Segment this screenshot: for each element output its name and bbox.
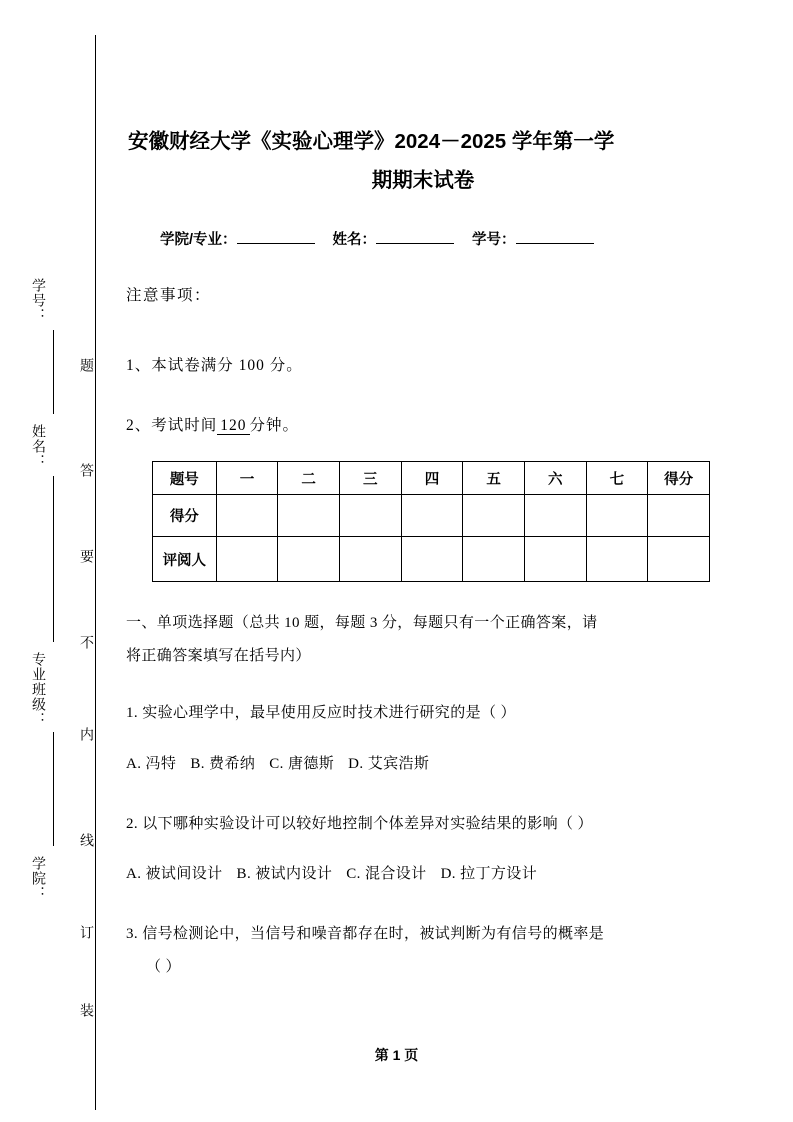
sidebar-field-rule-student-id	[53, 330, 54, 414]
sidebar-field-label-student-id: 学号：	[30, 278, 45, 323]
score-table-col-3: 三	[339, 462, 401, 495]
question-2	[126, 808, 718, 841]
question-1-option-a[interactable]: A. 冯特	[126, 756, 177, 772]
table-row-header	[153, 462, 710, 495]
question-1-text: 1. 实验心理学中，最早使用反应时技术进行研究的是（ ）	[126, 705, 516, 721]
exam-duration-value: 120	[217, 417, 249, 435]
score-table-col-6: 六	[524, 462, 586, 495]
marker-row-label: 评阅人	[153, 537, 217, 582]
section-1-heading-line-2: 将正确答案填写在括号内）	[126, 648, 311, 664]
score-table-col-7: 七	[586, 462, 648, 495]
notes-item-1: 1、本试卷满分 100 分。	[126, 357, 303, 374]
question-1-option-c[interactable]: C. 唐德斯	[269, 756, 335, 772]
score-cell[interactable]	[278, 495, 340, 537]
marker-cell[interactable]	[586, 537, 648, 582]
score-row-label: 得分	[153, 495, 217, 537]
sidebar-field-rule-class	[53, 732, 54, 846]
student-id-label: 学号：	[472, 232, 516, 248]
name-blank[interactable]	[376, 243, 454, 244]
question-2-option-d[interactable]: D. 拉丁方设计	[440, 866, 538, 882]
section-1-heading	[126, 607, 718, 673]
binding-sidebar	[0, 0, 100, 1122]
sidebar-seal-char-7: 订	[78, 925, 93, 939]
marker-cell[interactable]	[339, 537, 401, 582]
sidebar-field-rule-name	[53, 476, 54, 642]
name-label: 姓名：	[332, 232, 377, 248]
score-table-col-2: 二	[278, 462, 340, 495]
question-3-text: 3. 信号检测论中，当信号和噪音都存在时，被试判断为有信号的概率是	[126, 926, 605, 942]
score-table-col-4: 四	[401, 462, 463, 495]
score-table	[152, 461, 710, 582]
notes-item-2-suffix: 分钟。	[249, 417, 300, 434]
table-row	[153, 537, 710, 582]
question-3-continuation: （ ）	[146, 959, 181, 975]
sidebar-seal-char-2: 答	[78, 463, 93, 477]
question-2-text: 2. 以下哪种实验设计可以较好地控制个体差异对实验结果的影响（ ）	[126, 816, 593, 832]
score-cell[interactable]	[463, 495, 525, 537]
page-title-line-2: 期期末试卷	[371, 169, 475, 192]
college-major-label: 学院/专业：	[160, 232, 237, 248]
notes-heading: 注意事项：	[126, 287, 212, 304]
student-id-blank[interactable]	[516, 243, 594, 244]
sidebar-field-label-college: 学院：	[30, 856, 45, 901]
sidebar-seal-char-5: 内	[78, 727, 93, 741]
question-1-option-d[interactable]: D. 艾宾浩斯	[348, 756, 430, 772]
table-row	[153, 495, 710, 537]
question-2-option-c[interactable]: C. 混合设计	[346, 866, 427, 882]
score-table-col-5: 五	[463, 462, 525, 495]
question-2-option-a[interactable]: A. 被试间设计	[126, 866, 223, 882]
marker-cell[interactable]	[216, 537, 278, 582]
marker-cell[interactable]	[648, 537, 710, 582]
sidebar-seal-char-1: 题	[78, 358, 93, 372]
sidebar-field-label-class: 专业班级：	[30, 652, 45, 727]
score-table-col-0: 题号	[153, 462, 217, 495]
score-cell[interactable]	[401, 495, 463, 537]
question-1-options	[126, 752, 718, 773]
marker-cell[interactable]	[463, 537, 525, 582]
question-2-option-b[interactable]: B. 被试内设计	[236, 866, 333, 882]
score-cell[interactable]	[339, 495, 401, 537]
marker-cell[interactable]	[401, 537, 463, 582]
question-3	[126, 918, 718, 984]
question-1	[126, 697, 718, 730]
score-table-col-8: 得分	[648, 462, 710, 495]
sidebar-vertical-rule	[95, 35, 96, 1110]
college-major-blank[interactable]	[237, 243, 315, 244]
sidebar-field-label-name: 姓名：	[30, 424, 45, 469]
page-title-line-1: 安徽财经大学《实验心理学》2024－2025 学年第一学	[128, 130, 615, 153]
section-1-heading-line-1: 一、单项选择题（总共 10 题，每题 3 分，每题只有一个正确答案，请	[126, 615, 598, 631]
score-cell[interactable]	[216, 495, 278, 537]
sidebar-seal-char-8: 装	[78, 1003, 93, 1017]
page-footer: 第 1 页	[374, 1047, 419, 1063]
question-1-option-b[interactable]: B. 费希纳	[190, 756, 256, 772]
page-title	[128, 122, 718, 200]
score-cell[interactable]	[586, 495, 648, 537]
marker-cell[interactable]	[278, 537, 340, 582]
question-2-options	[126, 862, 718, 883]
notes-item-2-prefix: 2、考试时间	[126, 417, 218, 434]
sidebar-seal-char-6: 线	[78, 833, 93, 847]
score-cell[interactable]	[524, 495, 586, 537]
marker-cell[interactable]	[524, 537, 586, 582]
sidebar-seal-char-3: 要	[78, 549, 93, 563]
score-cell[interactable]	[648, 495, 710, 537]
score-table-col-1: 一	[216, 462, 278, 495]
student-info-line	[160, 228, 720, 249]
notes-item-2	[126, 413, 299, 435]
sidebar-seal-char-4: 不	[78, 635, 93, 649]
